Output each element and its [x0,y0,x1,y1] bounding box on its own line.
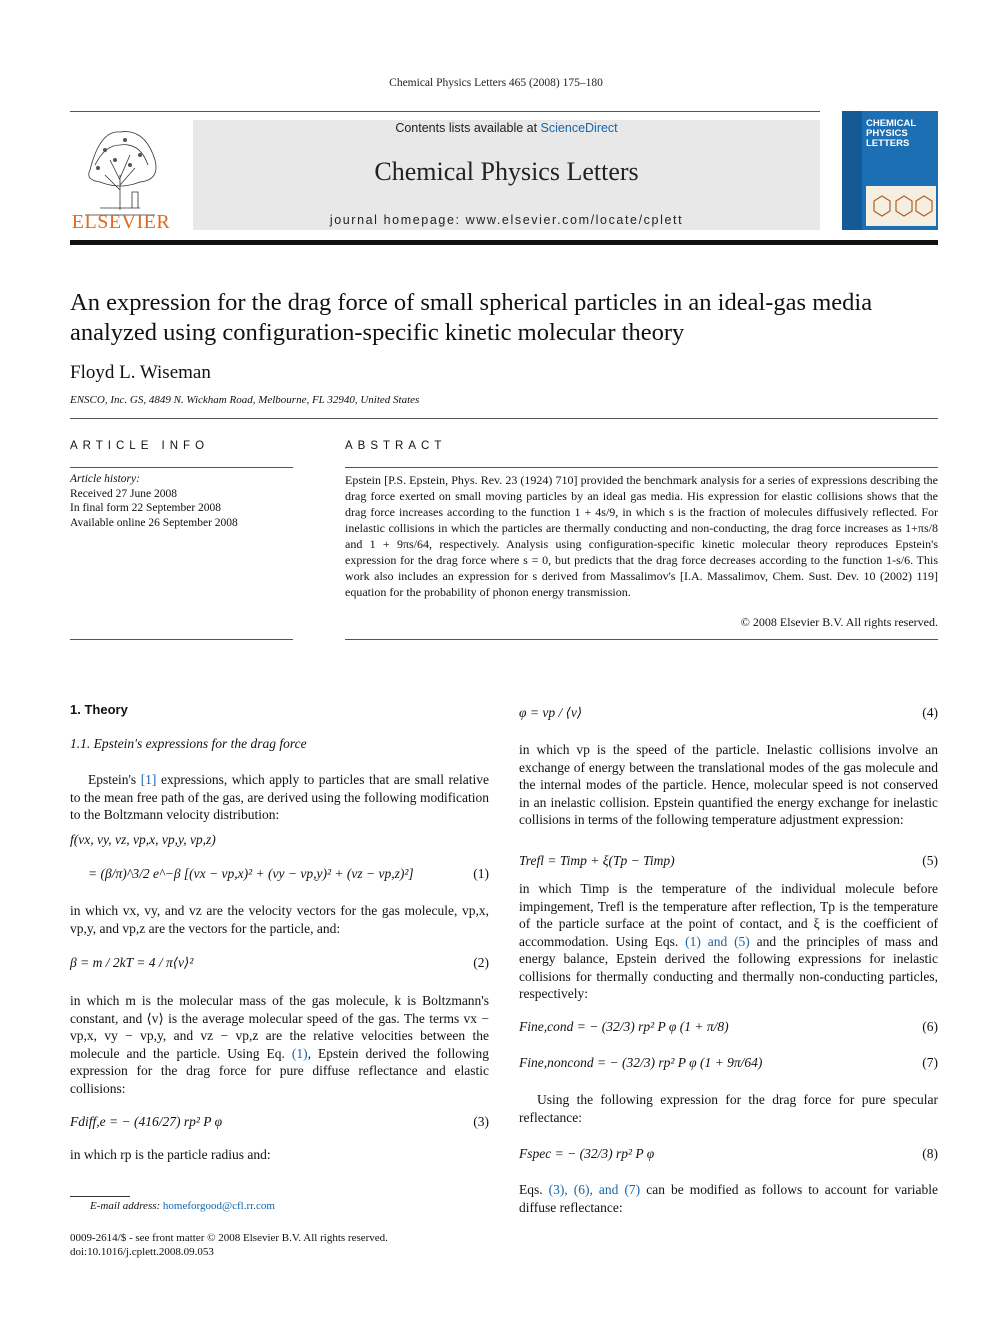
history-received: Received 27 June 2008 [70,487,177,500]
article-info-rule-top [70,467,293,468]
author-name: Floyd L. Wiseman [70,362,211,383]
author-email-link[interactable]: homeforgood@cfl.rr.com [162,1200,275,1212]
equation-7-number: (7) [922,1055,938,1070]
equation-2: β = m / 2kT = 4 / π⟨v⟩² [70,955,194,970]
p3-text-b: , Epstein derived the following expression for the drag force for pure diffuse reflectance and elastic collisions: [70,1045,489,1096]
contents-line [193,121,820,135]
left-paragraph-1 [70,771,489,824]
elsevier-wordmark: ELSEVIER [71,211,171,233]
subsection-heading: 1.1. Epstein's expressions for the drag force [70,736,307,751]
equation-8-number: (8) [922,1146,938,1161]
equation-6: Fine,cond = − (32/3) rp² P φ (1 + π/8) [519,1019,729,1034]
equation-7: Fine,noncond = − (32/3) rp² P φ (1 + 9π/64) [519,1055,763,1070]
p2-text-b: and the principles of mass and energy balance, Epstein derived the following expressions for inelastic collisions for thermally conducting and thermally non-conducting particles, respectively: [519,933,938,1001]
equation-6-number: (6) [922,1019,938,1034]
abstract-rule-bottom [345,639,938,640]
abstract-copyright: © 2008 Elsevier B.V. All rights reserved. [740,615,938,629]
left-paragraph-3 [70,992,489,1097]
section-heading-theory: 1. Theory [70,702,128,717]
abstract-rule-top [345,467,938,468]
equation-4-number: (4) [922,705,938,720]
equation-5-number: (5) [922,853,938,868]
right-paragraph-2 [519,880,938,1003]
left-paragraph-4: in which rp is the particle radius and: [70,1147,271,1162]
footnote [90,1200,275,1212]
footnote-rule [70,1196,130,1197]
p2-text-a: in which Timp is the temperature of the individual molecule before impingement, Trefl is the temperature after reflection, Tp is the temperature of the particle surface at the point of contact, and ξ is the coefficient of accommodation. Using Eqs. [519,881,938,949]
article-info-rule-bottom [70,639,293,640]
article-history [70,472,238,530]
p4-text-a: Eqs. [519,1182,549,1197]
p4-text-b: can be modified as follows to account for variable diffuse reflectance: [519,1182,939,1215]
cover-title: CHEMICAL PHYSICS LETTERS [866,118,916,149]
history-online: Available online 26 September 2008 [70,516,238,529]
cover-molecule-image [866,186,936,226]
equation-8: Fspec = − (32/3) rp² P φ [519,1146,655,1161]
journal-homepage[interactable]: journal homepage: www.elsevier.com/locate/cplett [329,213,684,227]
history-revised: In final form 22 September 2008 [70,502,222,514]
equation-1-line-1: f(vx, vy, vz, vp,x, vp,y, vp,z) [70,832,216,847]
abstract-text: Epstein [P.S. Epstein, Phys. Rev. 23 (1924) 710] provided the benchmark analysis for a series of expressions describing the drag force exerted on small moving particles by an ideal gas media. His expression for elastic collisions shows that the drag force increases according to the function 1 + 4s/9, in which s is the fraction of molecules diffusively reflected. For inelastic collisions in which the particles are thermally conducting and non-conducting, the drag force increases as 1+πs/8 and 1 + 9πs/64, respectively. Analysis using configuration-specific kinetic molecular theory reproduces Epstein's expression for the drag force where s = 0, but predicts that the drag force decreases according to the function 1-s/6. This work also includes an expression for s derived from Massalimov's [I.A. Massalimov, Chem. Sust. Dev. 10 (2002) 119] equation for the probability of phonon energy transmission. [345,473,938,599]
p1-text-b: expressions, which apply to particles that are small relative to the mean free path of the gas, are derived using the following modification to the Boltzmann velocity distribution: [70,772,489,822]
eqs-1-5-link[interactable]: (1) and (5) [685,933,750,949]
issn-line: 0009-2614/$ - see front matter © 2008 Elsevier B.V. All rights reserved. [70,1232,388,1244]
equation-2-number: (2) [473,955,489,970]
equation-3-number: (3) [473,1114,489,1129]
article-info-heading: ARTICLE INFO [70,440,210,452]
title-rule [70,418,938,419]
history-label: Article history: [70,473,140,485]
right-paragraph-4 [519,1181,938,1216]
p1-text-a: Epstein's [88,772,141,787]
doi-line[interactable]: doi:10.1016/j.cplett.2008.09.053 [70,1246,214,1258]
molecule-icon [866,186,936,226]
footnote-label: E-mail address: [90,1200,161,1212]
sciencedirect-link[interactable]: ScienceDirect [540,121,618,135]
equation-4: φ = vp / ⟨v⟩ [519,705,583,720]
article-title: An expression for the drag force of small spherical particles in an ideal-gas media analyzed using configuration-specific kinetic molecular theory [70,289,873,346]
equation-5: Trefl = Timp + ξ(Tp − Timp) [519,853,675,868]
abstract-heading: ABSTRACT [345,440,447,452]
journal-name: Chemical Physics Letters [374,157,639,186]
header-rule [70,111,820,112]
journal-cover [842,111,938,230]
right-paragraph-3: Using the following expression for the drag force for pure specular reflectance: [519,1092,938,1125]
left-paragraph-2: in which vx, vy, and vz are the velocity vectors for the gas molecule, vp,x, vp,y, and vp,z are the vectors for the particle, and: [70,903,489,936]
p3-text-a: in which m is the molecular mass of the gas molecule, k is Boltzmann's constant, and ⟨v⟩ is the average molecular speed of the gas. The terms vx − vp,x, vy − vp,y, and vz − vp,z are the relative velocities between the molecule and the particle. Using Eq. [70,993,489,1061]
equation-3: Fdiff,e = − (416/27) rp² P φ [70,1114,223,1129]
contents-prefix: Contents lists available at [395,121,541,135]
eqs-3-6-7-link[interactable]: (3), (6), and (7) [548,1182,641,1197]
author-affiliation: ENSCO, Inc. GS, 4849 N. Wickham Road, Melbourne, FL 32940, United States [70,394,420,406]
ref-1-link[interactable]: [1] [140,772,157,787]
masthead-rule [70,240,938,245]
equation-1-number: (1) [473,866,489,881]
cover-strip [842,111,862,230]
right-paragraph-1: in which vp is the speed of the particle. Inelastic collisions involve an exchange of energy between the translational modes of the gas molecule and the internal modes of the particle. Hence, molecular speed is not conserved in an inelastic collision. Epstein quantified the energy exchange for inelastic collisions in terms of the following temperature adjustment expression: [519,742,938,827]
equation-1-line-2: = (β/π)^3/2 e^−β [(vx − vp,x)² + (vy − vp,y)² + (vz − vp,z)²] [88,866,414,881]
journal-citation: Chemical Physics Letters 465 (2008) 175–180 [389,77,603,89]
publication-info [70,1231,388,1259]
eq-1-link[interactable]: (1) [291,1045,308,1061]
